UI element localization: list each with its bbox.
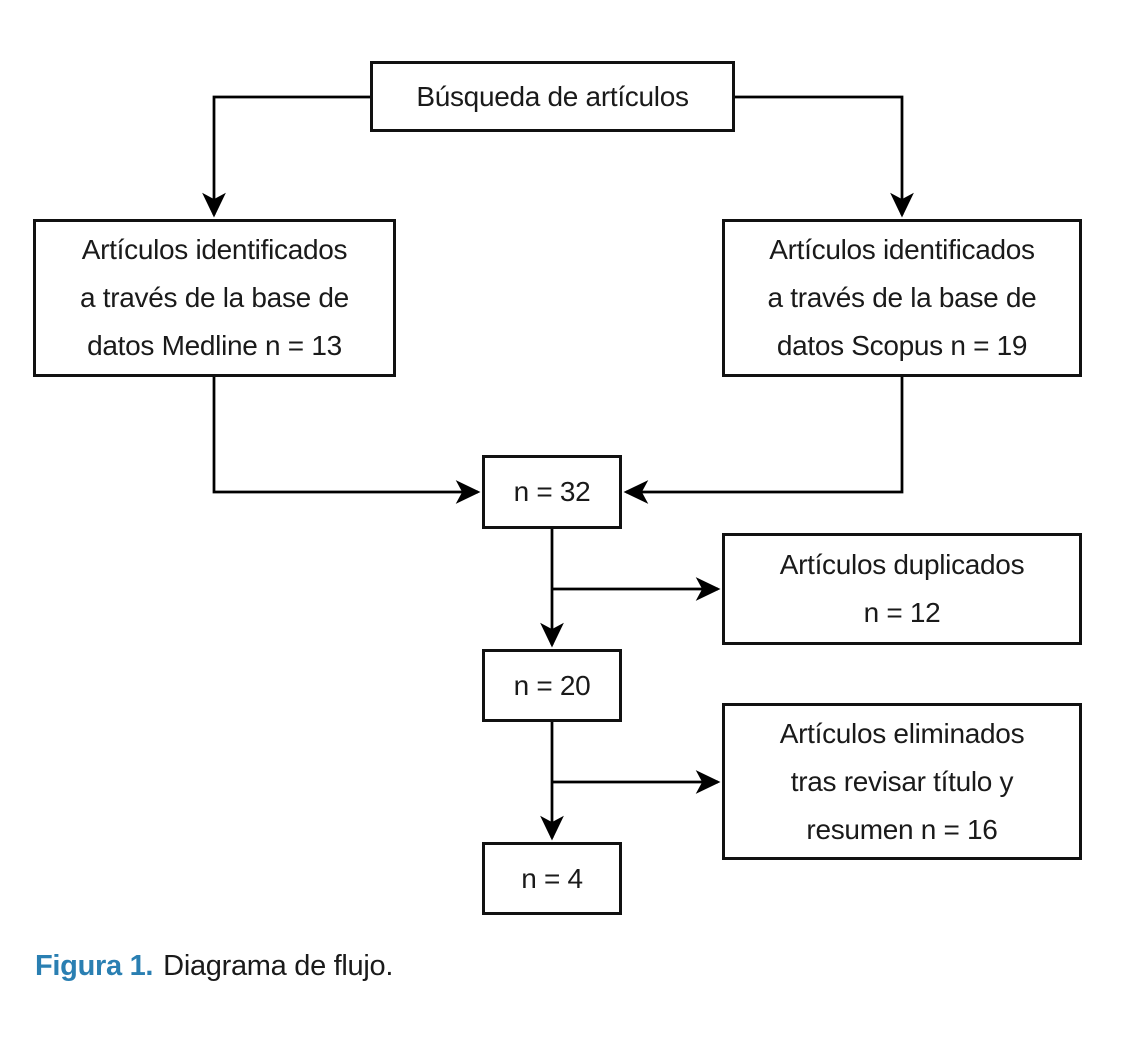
figure-caption bbox=[35, 946, 393, 986]
node-text-line: Artículos duplicados bbox=[779, 549, 1025, 580]
figure-caption-label: Figura 1. bbox=[35, 950, 154, 982]
node-text-line: a través de la base de bbox=[767, 282, 1037, 313]
node-text: n = 32 bbox=[513, 476, 591, 507]
node-text: Búsqueda de artículos bbox=[416, 80, 689, 112]
node-text: n = 4 bbox=[521, 862, 583, 894]
node-text-line: Artículos eliminados bbox=[779, 717, 1025, 749]
edge-scopus-to-n32 bbox=[626, 377, 902, 492]
node-articulos-medline bbox=[33, 219, 396, 377]
node-text-line: datos Medline n = 13 bbox=[87, 330, 342, 361]
figure-caption-text: Diagrama de flujo. bbox=[163, 950, 394, 982]
node-text-line: Artículos identificados bbox=[81, 234, 348, 265]
node-busqueda-de-articulos bbox=[370, 61, 735, 132]
edge-medline-to-n32 bbox=[214, 377, 478, 492]
node-text-line: tras revisar título y bbox=[790, 765, 1014, 797]
node-n20 bbox=[482, 649, 622, 722]
node-n32 bbox=[482, 455, 622, 529]
node-articulos-duplicados bbox=[722, 533, 1082, 645]
node-text: n = 20 bbox=[513, 669, 591, 701]
node-text-line: resumen n = 16 bbox=[806, 813, 998, 845]
node-text-line: n = 12 bbox=[863, 597, 941, 628]
node-text-line: Artículos identificados bbox=[769, 234, 1035, 265]
node-text-line: a través de la base de bbox=[80, 282, 349, 313]
edge-search-to-medline bbox=[214, 97, 370, 215]
node-text-line: datos Scopus n = 19 bbox=[776, 330, 1028, 361]
node-articulos-scopus bbox=[722, 219, 1082, 377]
node-n4 bbox=[482, 842, 622, 915]
node-articulos-eliminados bbox=[722, 703, 1082, 860]
edge-search-to-scopus bbox=[735, 97, 902, 215]
